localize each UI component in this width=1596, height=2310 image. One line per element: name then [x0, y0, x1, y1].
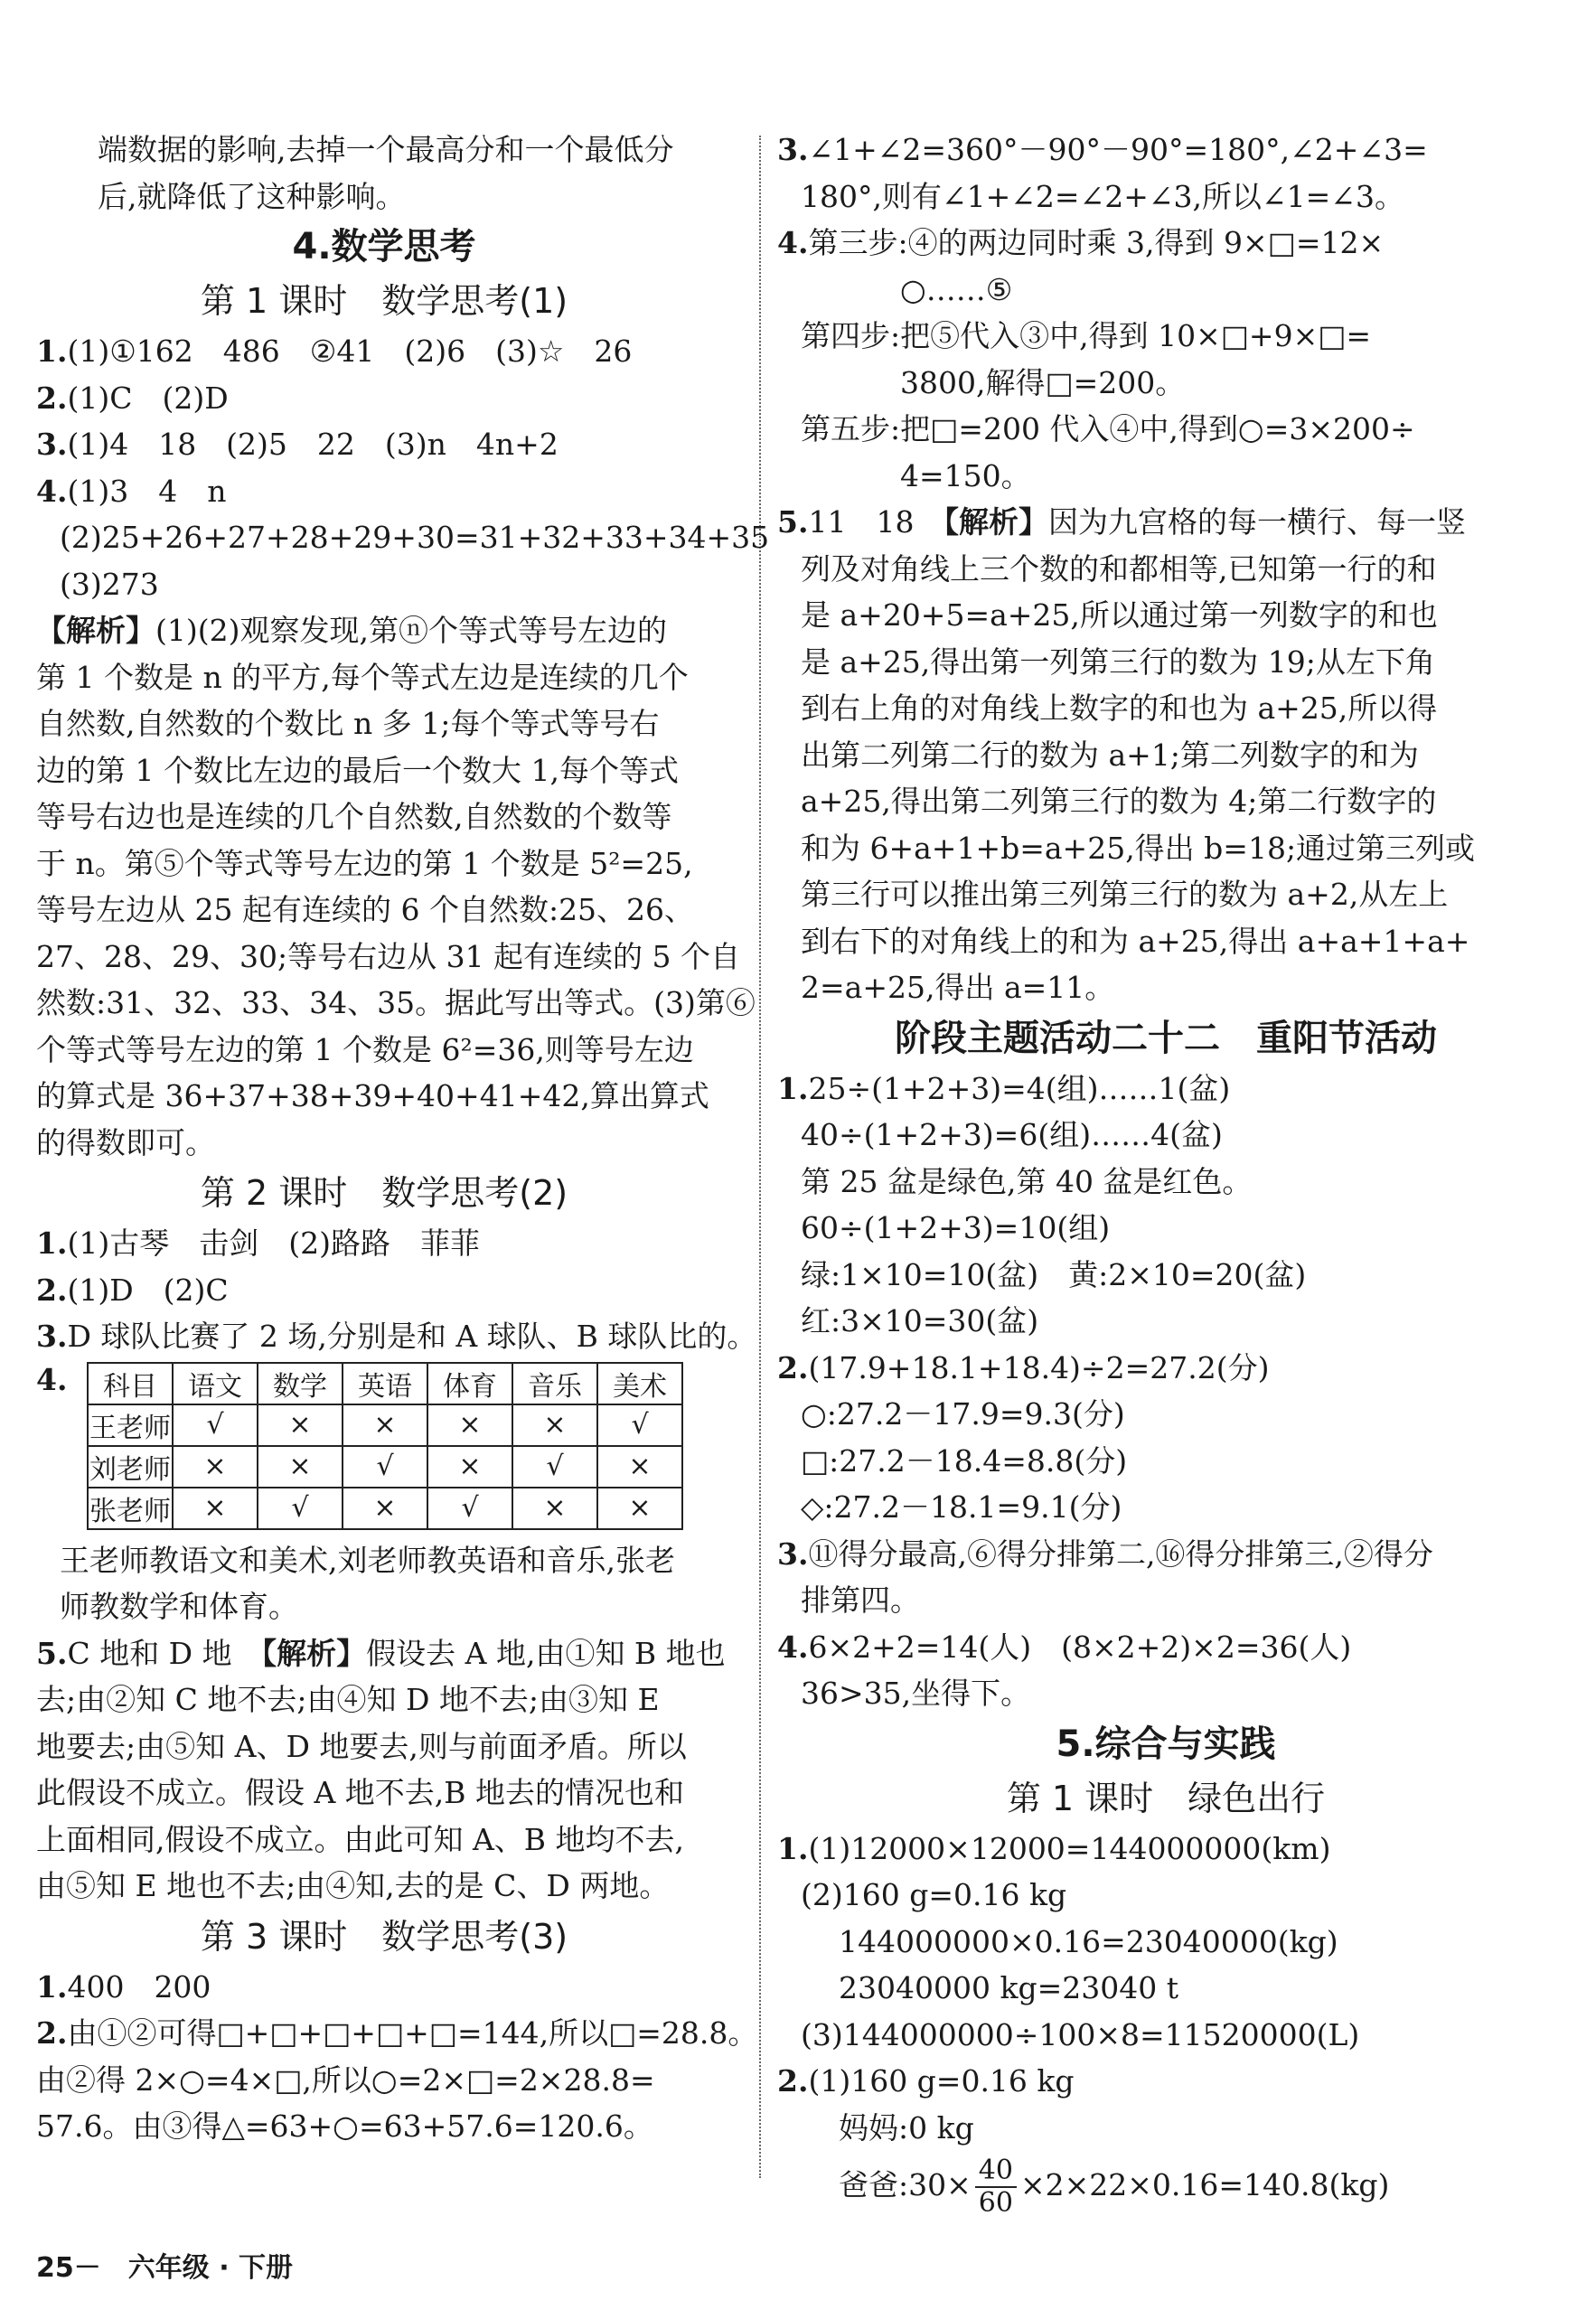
- table-cell: ×: [343, 1488, 427, 1529]
- analysis-line: 去;由②知 C 地不去;由④知 D 地不去;由③知 E: [36, 1682, 660, 1717]
- analysis-label: 【解析】: [36, 613, 155, 648]
- table-cell: √: [512, 1446, 597, 1488]
- answer-line: 爸爸:30× $\frac{40}{60}$ ×2×22×0.16=140.8(kg): [839, 2155, 1390, 2219]
- table-row: [88, 1404, 682, 1446]
- answer-line: 王老师教语文和美术,刘老师教英语和音乐,张老: [60, 1542, 675, 1578]
- answer-line: 1.25÷(1+2+3)=4(组)……1(盆): [777, 1070, 1231, 1106]
- table-cell: ×: [427, 1446, 512, 1488]
- answer-line: 2.(1)C (2)D: [36, 380, 229, 416]
- analysis-line: 到右下的对角线上的和为 a+25,得出 a+a+1+a+: [801, 923, 1470, 959]
- table-header-cell: 英语: [343, 1363, 427, 1404]
- lesson-title: 第 2 课时 数学思考(2): [200, 1173, 568, 1213]
- answer-line: ○……⑤: [900, 271, 1013, 307]
- analysis-line: 第三行可以推出第三列第三行的数为 a+2,从左上: [801, 877, 1449, 912]
- teacher-table-block: [36, 1360, 732, 1537]
- question-number: 2.: [36, 1272, 68, 1308]
- analysis-line: 第 1 个数是 n 的平方,每个等式左边是连续的几个: [36, 659, 689, 695]
- table-cell: ×: [173, 1488, 258, 1529]
- analysis-line: 然数:31、32、33、34、35。据此写出等式。(3)第⑥: [36, 985, 756, 1020]
- analysis-line: 的得数即可。: [36, 1124, 215, 1160]
- analysis-line: 是 a+25,得出第一列第三行的数为 19;从左下角: [801, 643, 1435, 680]
- table-header-cell: 音乐: [512, 1363, 597, 1404]
- analysis-line: 是 a+20+5=a+25,所以通过第一列数字的和也: [801, 597, 1438, 633]
- analysis-line: 边的第 1 个数比左边的最后一个数大 1,每个等式: [36, 752, 679, 788]
- question-number: 2.: [36, 380, 68, 416]
- question-number: 1.: [777, 1830, 809, 1866]
- answer-line: 1.400 200: [36, 1968, 211, 2005]
- text-line: 后,就降低了这种影响。: [98, 178, 406, 214]
- page-footer: 25－ 六年级 · 下册: [36, 2252, 294, 2284]
- answer-line: 第五步:把□=200 代入④中,得到○=3×200÷: [801, 411, 1415, 446]
- question-number: 2.: [777, 2063, 809, 2099]
- answer-line: 3.⑪得分最高,⑥得分排第二,⑯得分排第三,②得分: [777, 1535, 1433, 1572]
- answer-line: 1.(1)12000×12000=144000000(km): [777, 1830, 1331, 1866]
- answer-line: 3.D 球队比赛了 2 场,分别是和 A 球队、B 球队比的。: [36, 1319, 757, 1354]
- analysis-line: 等号右边也是连续的几个自然数,自然数的个数等: [36, 799, 672, 834]
- answer-line: 40÷(1+2+3)=6(组)……4(盆): [801, 1117, 1223, 1152]
- fraction-numerator: 40: [975, 2155, 1017, 2188]
- answer-line: 第 25 盆是绿色,第 40 盆是红色。: [801, 1163, 1253, 1199]
- table-cell: ×: [597, 1488, 682, 1529]
- question-number: 2.: [777, 1349, 809, 1385]
- answer-line: 4.(1)3 4 n: [36, 473, 227, 509]
- table-cell: ×: [173, 1446, 258, 1488]
- lesson-title: 第 1 课时 绿色出行: [1006, 1778, 1326, 1818]
- analysis-line: 到右上角的对角线上数字的和也为 a+25,所以得: [801, 690, 1438, 726]
- question-number: 2.: [36, 2015, 68, 2051]
- table-row: [88, 1446, 682, 1488]
- teacher-subject-table: [87, 1362, 683, 1530]
- table-header-cell: 体育: [427, 1363, 512, 1404]
- answer-line: 2.(17.9+18.1+18.4)÷2=27.2(分): [777, 1349, 1270, 1385]
- table-cell: ×: [512, 1404, 597, 1446]
- answer-line: 妈妈:0 kg: [839, 2109, 974, 2146]
- question-number: 3.: [36, 427, 68, 462]
- answer-line: 5.C 地和 D 地 【解析】假设去 A 地,由①知 B 地也: [36, 1635, 726, 1671]
- answer-line: ◇:27.2－18.1=9.1(分): [801, 1489, 1122, 1525]
- answer-line: ○:27.2－17.9=9.3(分): [801, 1396, 1125, 1432]
- question-number: 5.: [777, 504, 809, 540]
- table-cell: √: [343, 1446, 427, 1488]
- table-cell: ×: [427, 1404, 512, 1446]
- answer-line: 1.(1)古琴 击剑 (2)路路 菲菲: [36, 1225, 480, 1261]
- analysis-line: 由⑤知 E 地也不去;由④知,去的是 C、D 两地。: [36, 1868, 670, 1903]
- question-number: 3.: [777, 132, 809, 167]
- table-cell: ×: [512, 1488, 597, 1529]
- analysis-line: 【解析】(1)(2)观察发现,第ⓝ个等式等号左边的: [36, 613, 667, 648]
- analysis-line: 个等式等号左边的第 1 个数是 6²=36,则等号左边: [36, 1031, 694, 1067]
- table-cell: √: [173, 1404, 258, 1446]
- table-cell: √: [427, 1488, 512, 1529]
- answer-line: 第四步:把⑤代入③中,得到 10×□+9×□=: [801, 318, 1372, 353]
- question-number: 3.: [36, 1319, 68, 1354]
- question-number: 3.: [777, 1535, 809, 1572]
- answer-line: 5.11 18 【解析】因为九宫格的每一横行、每一竖: [777, 504, 1466, 540]
- answer-line: □:27.2－18.4=8.8(分): [801, 1442, 1128, 1479]
- question-number: 4.: [36, 1361, 68, 1397]
- answer-line: 2.(1)D (2)C: [36, 1272, 229, 1308]
- analysis-line: 自然数,自然数的个数比 n 多 1;每个等式等号右: [36, 706, 660, 741]
- answer-line: 排第四。: [801, 1582, 920, 1618]
- answer-line: 2.(1)160 g=0.16 kg: [777, 2063, 1075, 2099]
- analysis-line: a+25,得出第二列第三行的数为 4;第二行数字的: [801, 784, 1437, 819]
- question-number: 1.: [36, 1225, 68, 1261]
- table-cell: ×: [258, 1404, 343, 1446]
- table-header-cell: 美术: [597, 1363, 682, 1404]
- answer-line: 4=150。: [900, 457, 1031, 493]
- question-number: 4.: [777, 225, 809, 260]
- analysis-line: 上面相同,假设不成立。由此可知 A、B 地均不去,: [36, 1821, 685, 1857]
- activity-title: 阶段主题活动二十二 重阳节活动: [895, 1017, 1437, 1059]
- answer-line: 3800,解得□=200。: [900, 364, 1186, 400]
- analysis-line: 列及对角线上三个数的和都相等,已知第一行的和: [801, 550, 1437, 587]
- answer-line: (3)273: [60, 566, 159, 602]
- answer-line: 57.6。由③得△=63+○=63+57.6=120.6。: [36, 2108, 653, 2144]
- analysis-line: 等号左边从 25 起有连续的 6 个自然数:25、26、: [36, 892, 695, 927]
- question-number: 5.: [36, 1635, 68, 1671]
- text-line: 端数据的影响,去掉一个最高分和一个最低分: [98, 132, 674, 167]
- right-column: [777, 127, 1554, 2220]
- table-cell: ×: [258, 1446, 343, 1488]
- answer-line: 1.(1)①162 486 ②41 (2)6 (3)☆ 26: [36, 333, 633, 369]
- answer-line: 36>35,坐得下。: [801, 1676, 1031, 1711]
- analysis-line: 27、28、29、30;等号右边从 31 起有连续的 5 个自: [36, 938, 741, 974]
- fraction: [975, 2155, 1017, 2219]
- table-cell: 刘老师: [88, 1446, 173, 1488]
- table-cell: 张老师: [88, 1488, 173, 1529]
- question-number: 1.: [36, 1968, 68, 2005]
- analysis-line: 的算式是 36+37+38+39+40+41+42,算出算式: [36, 1078, 709, 1113]
- question-number: 1.: [777, 1070, 809, 1106]
- table-header-cell: 语文: [173, 1363, 258, 1404]
- table-cell: √: [258, 1488, 343, 1529]
- analysis-line: 此假设不成立。假设 A 地不去,B 地去的情况也和: [36, 1775, 685, 1810]
- table-cell: 王老师: [88, 1404, 173, 1446]
- section-title: 4.数学思考: [292, 226, 476, 268]
- answer-line: (2)25+26+27+28+29+30=31+32+33+34+35: [60, 520, 770, 555]
- table-cell: ×: [343, 1404, 427, 1446]
- answer-line: 师教数学和体育。: [60, 1589, 298, 1624]
- answer-line: 144000000×0.16=23040000(kg): [839, 1923, 1338, 1959]
- analysis-line: 和为 6+a+1+b=a+25,得出 b=18;通过第三列或: [801, 830, 1476, 866]
- answer-line: (2)160 g=0.16 kg: [801, 1877, 1067, 1912]
- answer-line: 由②得 2×○=4×□,所以○=2×□=2×28.8=: [36, 2061, 655, 2098]
- analysis-line: 2=a+25,得出 a=11。: [801, 970, 1115, 1005]
- answer-line: 23040000 kg=23040 t: [839, 1970, 1178, 2005]
- question-number: 1.: [36, 333, 68, 369]
- analysis-line: 出第二列第二行的数为 a+1;第二列数字的和为: [801, 737, 1419, 773]
- question-number: 4.: [777, 1629, 809, 1665]
- table-row: [88, 1488, 682, 1529]
- section-title: 5.综合与实践: [1056, 1723, 1276, 1765]
- table-header-row: [88, 1363, 682, 1404]
- answer-line: 3.(1)4 18 (2)5 22 (3)n 4n+2: [36, 427, 559, 462]
- answer-line: (3)144000000÷100×8=11520000(L): [801, 2016, 1360, 2052]
- answer-line: 60÷(1+2+3)=10(组): [801, 1210, 1111, 1245]
- table-cell: √: [597, 1404, 682, 1446]
- answer-line: 绿:1×10=10(盆) 黄:2×10=20(盆): [801, 1256, 1307, 1292]
- answer-line: 红:3×10=30(盆): [801, 1303, 1039, 1338]
- answer-line: 4.6×2+2=14(人) (8×2+2)×2=36(人): [777, 1629, 1352, 1665]
- analysis-line: 地要去;由⑤知 A、D 地要去,则与前面矛盾。所以: [36, 1728, 687, 1764]
- analysis-label: 【解析】: [944, 504, 1048, 540]
- lesson-title: 第 1 课时 数学思考(1): [200, 281, 568, 321]
- answer-line: 3.∠1+∠2=360°－90°－90°=180°,∠2+∠3=: [777, 132, 1428, 167]
- analysis-line: 于 n。第⑤个等式等号左边的第 1 个数是 5²=25,: [36, 845, 693, 881]
- lesson-title: 第 3 课时 数学思考(3): [200, 1916, 568, 1957]
- answer-line: 2.由①②可得□+□+□+□+□=144,所以□=28.8。: [36, 2015, 758, 2051]
- fraction-denominator: 60: [978, 2187, 1013, 2219]
- left-column: [36, 127, 770, 2150]
- column-divider: [759, 136, 761, 2178]
- answer-line: 180°,则有∠1+∠2=∠2+∠3,所以∠1=∠3。: [801, 178, 1404, 214]
- analysis-label: 【解析】: [261, 1635, 367, 1671]
- table-header-cell: 数学: [258, 1363, 343, 1404]
- answer-line: 4.第三步:④的两边同时乘 3,得到 9×□=12×: [777, 225, 1385, 260]
- table-cell: ×: [597, 1446, 682, 1488]
- question-number: 4.: [36, 473, 68, 509]
- table-header-cell: 科目: [88, 1363, 173, 1404]
